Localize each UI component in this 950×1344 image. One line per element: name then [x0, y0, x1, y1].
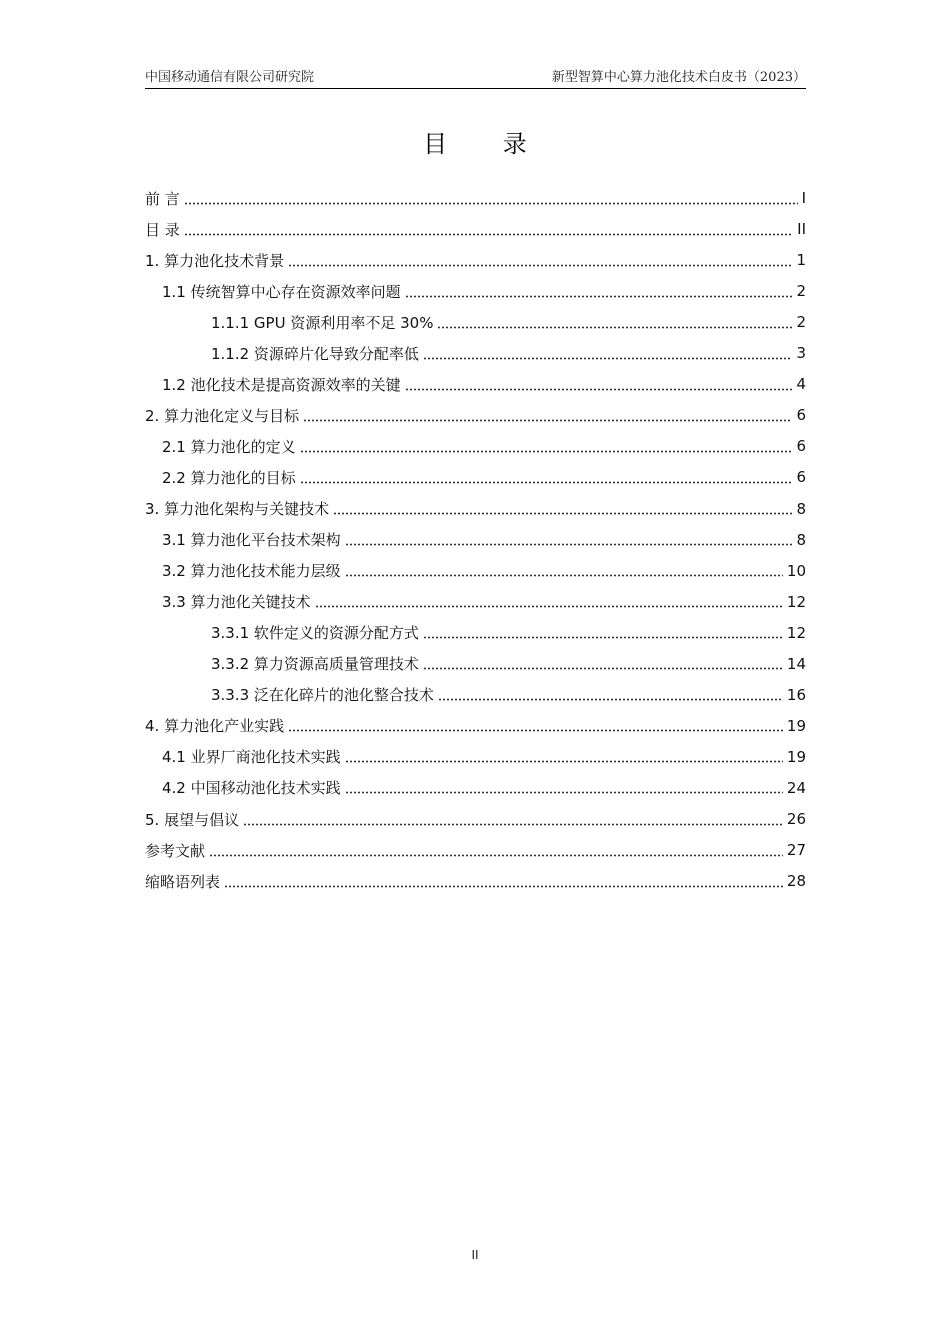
- toc-entry-page: 8: [796, 530, 806, 549]
- toc-entry-label: 3.3.2 算力资源高质量管理技术: [211, 655, 419, 674]
- toc-entry[interactable]: [145, 372, 806, 396]
- toc-leader-dots: [300, 481, 793, 484]
- toc-entry-page: 27: [786, 841, 806, 860]
- toc-entry-page: 6: [796, 437, 806, 456]
- toc-leader-dots: [184, 233, 793, 236]
- toc-entry-label: 1.1.2 资源碎片化导致分配率低: [211, 344, 419, 363]
- toc-entry-label: 1.2 池化技术是提高资源效率的关键: [162, 375, 401, 394]
- toc-entry-page: 3: [796, 344, 806, 363]
- header-document-title: 新型智算中心算力池化技术白皮书（2023）: [551, 70, 806, 85]
- toc-entry-page: 26: [786, 810, 806, 828]
- toc-entry-label: 1. 算力池化技术背景: [145, 251, 285, 270]
- toc-entry[interactable]: [145, 186, 806, 210]
- toc-entry-page: II: [797, 220, 806, 239]
- toc-entry[interactable]: [145, 465, 806, 489]
- toc-entry[interactable]: [145, 279, 806, 303]
- toc-leader-dots: [438, 698, 783, 701]
- toc-entry-label: 4.1 业界厂商池化技术实践: [162, 748, 341, 767]
- toc-entry[interactable]: [145, 217, 806, 241]
- toc-entry[interactable]: [145, 248, 806, 272]
- toc-entry[interactable]: [145, 528, 806, 552]
- toc-entry[interactable]: [145, 714, 806, 738]
- toc-entry-page: 24: [786, 778, 806, 797]
- toc-entry-label: 3.3.1 软件定义的资源分配方式: [211, 624, 419, 643]
- toc-leader-dots: [315, 605, 783, 608]
- toc-leader-dots: [345, 791, 783, 794]
- toc-entry-page: 6: [796, 468, 806, 487]
- toc-entry-page: 2: [796, 313, 806, 332]
- toc-leader-dots: [184, 202, 798, 205]
- toc-entry-page: 19: [786, 716, 806, 735]
- toc-entry[interactable]: [145, 745, 806, 769]
- toc-entry[interactable]: [145, 838, 806, 862]
- toc-entry[interactable]: [145, 869, 806, 893]
- header-organization: 中国移动通信有限公司研究院: [145, 70, 315, 85]
- toc-leader-dots: [288, 264, 792, 267]
- page-title: 目 录: [423, 130, 551, 158]
- toc-entry-page: 19: [786, 747, 806, 766]
- toc-entry[interactable]: [145, 776, 806, 800]
- toc-entry-label: 2.1 算力池化的定义: [162, 437, 296, 456]
- toc-entry-page: 16: [786, 685, 806, 704]
- toc-entry-page: 4: [796, 375, 806, 394]
- toc-entry-page: 6: [796, 406, 806, 425]
- toc-entry[interactable]: [145, 652, 806, 676]
- toc-entry-label: 3.1 算力池化平台技术架构: [162, 531, 341, 550]
- toc-leader-dots: [303, 419, 792, 422]
- toc-entry[interactable]: [145, 497, 806, 521]
- page-number: II: [471, 1248, 479, 1262]
- toc-leader-dots: [405, 388, 793, 391]
- toc-leader-dots: [345, 760, 783, 763]
- toc-leader-dots: [423, 357, 793, 360]
- toc-entry[interactable]: [145, 341, 806, 365]
- toc-entry[interactable]: [145, 434, 806, 458]
- toc-entry-page: 2: [796, 282, 806, 301]
- toc-entry-page: I: [801, 189, 806, 207]
- toc-entry[interactable]: [145, 807, 806, 831]
- toc-entry-label: 参考文献: [145, 841, 206, 860]
- page-header: [145, 66, 806, 89]
- toc-entry[interactable]: [145, 621, 806, 645]
- toc-entry-label: 前 言: [145, 189, 180, 208]
- toc-entry[interactable]: [145, 590, 806, 614]
- toc-entry[interactable]: [145, 559, 806, 583]
- toc-entry-label: 3. 算力池化架构与关键技术: [145, 500, 330, 518]
- toc-entry-page: 28: [786, 872, 806, 891]
- toc-leader-dots: [345, 543, 793, 546]
- toc-entry-label: 3.3.3 泛在化碎片的池化整合技术: [211, 686, 434, 705]
- toc-entry-page: 12: [786, 592, 806, 611]
- toc-entry-label: 2.2 算力池化的目标: [162, 468, 296, 487]
- toc-entry-page: 10: [786, 561, 806, 580]
- toc-leader-dots: [300, 450, 793, 453]
- toc-leader-dots: [423, 636, 783, 639]
- toc-leader-dots: [333, 512, 792, 515]
- toc-leader-dots: [423, 667, 783, 670]
- toc-entry[interactable]: [145, 403, 806, 427]
- toc-leader-dots: [288, 729, 783, 732]
- toc-entry-page: 8: [796, 499, 806, 518]
- toc-entry-label: 3.2 算力池化技术能力层级: [162, 562, 341, 581]
- toc-entry-page: 12: [786, 623, 806, 642]
- toc-leader-dots: [405, 295, 793, 298]
- toc-leader-dots: [345, 574, 783, 577]
- toc-leader-dots: [437, 326, 792, 329]
- toc-entry-label: 缩略语列表: [145, 872, 221, 891]
- toc-entry-label: 3.3 算力池化关键技术: [162, 593, 311, 612]
- toc-entry-label: 2. 算力池化定义与目标: [145, 406, 300, 425]
- toc-leader-dots: [224, 885, 783, 888]
- toc-entry[interactable]: [145, 683, 806, 707]
- toc-entry-label: 1.1.1 GPU 资源利用率不足 30%: [211, 313, 434, 332]
- toc-entry-page: 1: [796, 251, 806, 270]
- toc-entry-label: 5. 展望与倡议: [145, 810, 240, 829]
- toc-leader-dots: [209, 854, 783, 857]
- toc-entry-label: 4.2 中国移动池化技术实践: [162, 779, 341, 798]
- toc-entry-label: 4. 算力池化产业实践: [145, 717, 285, 736]
- toc-entry-page: 14: [786, 654, 806, 673]
- toc-entry-label: 1.1 传统智算中心存在资源效率问题: [162, 282, 401, 301]
- toc-entry-label: 目 录: [145, 220, 180, 239]
- toc-entry[interactable]: [145, 310, 806, 334]
- toc-leader-dots: [243, 823, 783, 826]
